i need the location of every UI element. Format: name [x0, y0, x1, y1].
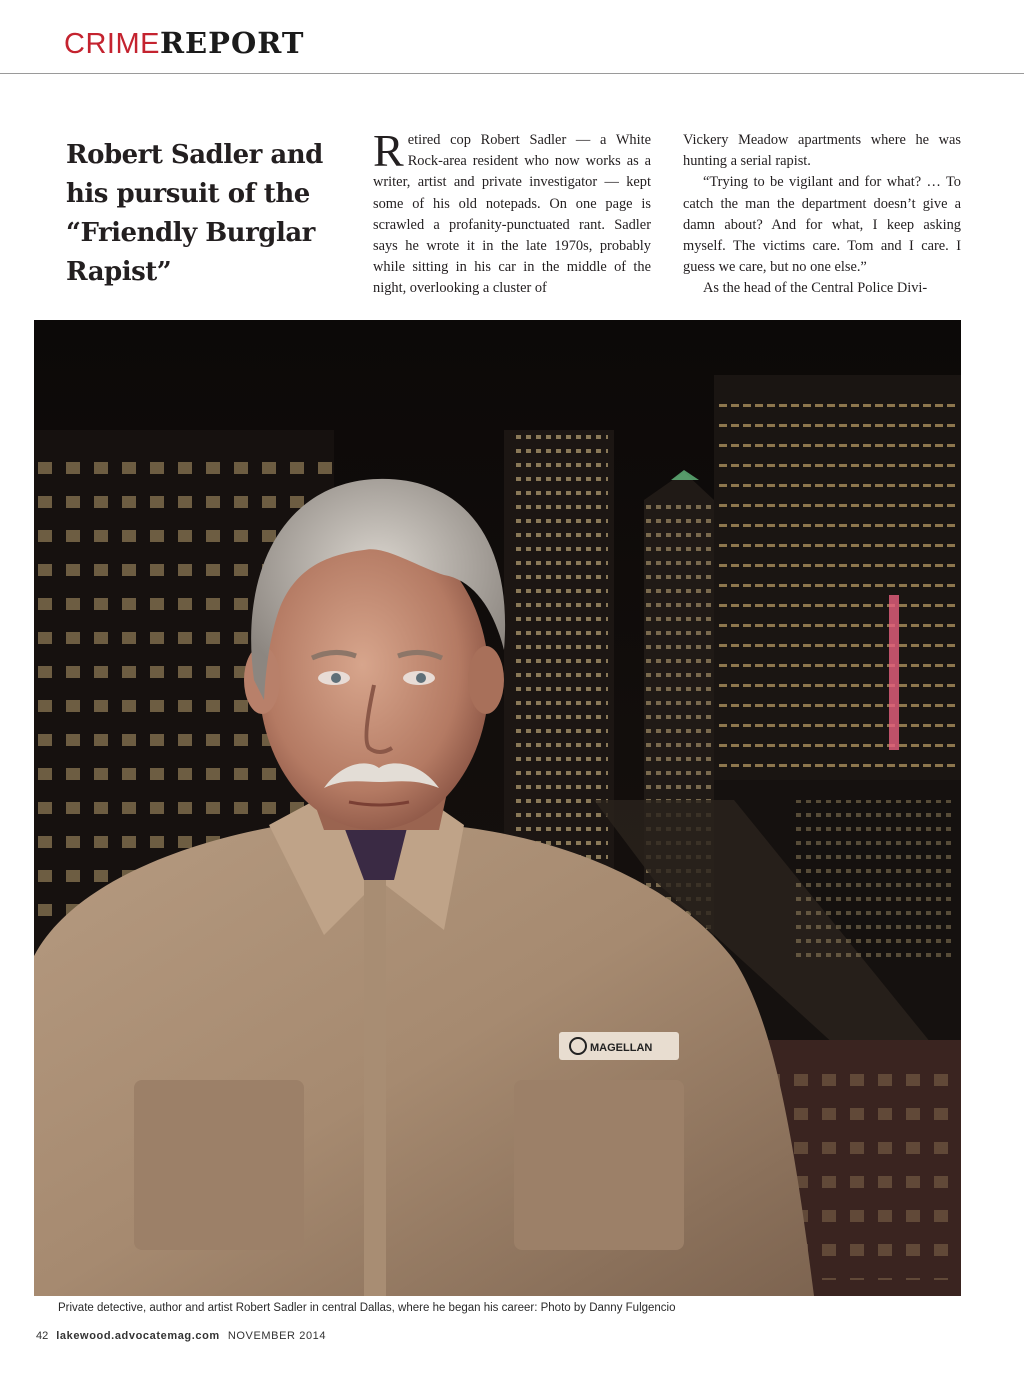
photo-caption: Private detective, author and artist Robert Sadler in central Dallas, where he began his career: Photo by Danny Fulgencio — [58, 1302, 676, 1314]
shirt-logo-tag — [559, 1032, 679, 1060]
article-column-1 — [373, 125, 651, 300]
article-paragraph — [373, 125, 651, 300]
shirt-placket — [364, 880, 386, 1296]
header-divider — [0, 73, 1024, 74]
right-skyscraper — [714, 375, 961, 845]
article-headline: Robert Sadler and his pursuit of the “Friendly Burglar Rapist” — [66, 140, 323, 287]
right-ear — [468, 646, 504, 714]
footer-website: lakewood.advocatemag.com — [56, 1330, 220, 1342]
svg-text:MAGELLAN: MAGELLAN — [590, 1042, 653, 1054]
right-chest-pocket — [514, 1080, 684, 1250]
section-label-crime: CRIME — [64, 28, 160, 60]
page-number: 42 — [36, 1330, 49, 1342]
article-paragraph-quote: “Trying to be vigilant and for what? … To catch the man the department doesn’t give a damn about? And for what, I keep asking myself. The victims care. Tom and I care. I guess we care, but no one else.” — [683, 174, 961, 276]
page-footer — [36, 1330, 326, 1342]
article-column-2 — [683, 130, 961, 300]
feature-photo — [34, 320, 961, 1296]
drop-cap: R — [373, 125, 404, 176]
article-paragraph: Vickery Meadow apartments where he was hunting a serial rapist. — [683, 132, 961, 170]
section-header — [64, 26, 304, 66]
paragraph-text: etired cop Robert Sadler — a White Rock-area resident who now works as a writer, artist and private investigator — kept some of his old notepads. On one page is scrawled a profanity-punctuated rant. Sadler says he wrote it in the late 1970s, probably while sitting in his car in the middle of the night, overlooking a cluster of — [373, 132, 651, 297]
section-label-report: REPORT — [159, 26, 305, 60]
footer-issue-date: NOVEMBER 2014 — [227, 1330, 327, 1342]
left-chest-pocket — [134, 1080, 304, 1250]
article-paragraph: As the head of the Central Police Divi- — [703, 280, 928, 297]
